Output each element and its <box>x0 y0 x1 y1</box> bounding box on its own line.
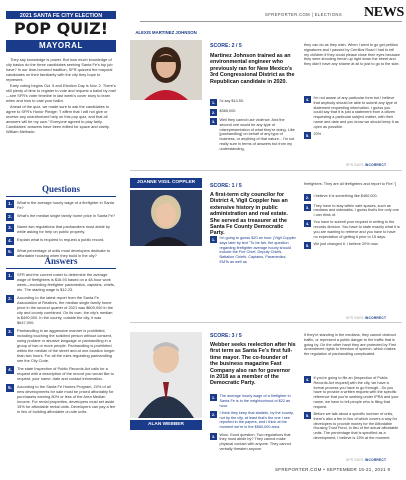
answer-number: 4. <box>305 377 310 382</box>
quiz-subtitle: MAYORAL <box>6 40 116 52</box>
answer-number: 1. <box>211 395 216 400</box>
candidate-answer <box>304 376 400 410</box>
candidate-answers <box>210 394 296 454</box>
rating-prefix: SFR SAYS <box>346 316 364 320</box>
candidate-name: ALAN WEBBER <box>130 420 202 430</box>
rating-value: INCORRECT <box>364 316 387 320</box>
question-text: What's the median single family home price in Santa Fe? <box>17 213 116 218</box>
answer-text: We just changed it. I believe 20% now. <box>313 242 379 247</box>
question-text: What is the average hourly wage of a firefighter in Santa Fe? <box>17 200 114 210</box>
rating-label <box>346 316 386 320</box>
answer-item <box>6 366 116 381</box>
answer-number: 1. <box>6 272 14 280</box>
candidate-answer <box>304 220 400 239</box>
answer-item <box>6 295 116 325</box>
candidate-answer <box>304 194 400 201</box>
rating-prefix: SFR SAYS <box>346 163 364 167</box>
answer-number: 3. <box>211 119 216 124</box>
rating-prefix: SFR SAYS <box>346 458 364 462</box>
answer-text: Well they cannot use violence. And the second one would be any type of misrepresentation of what they're doing. Like [panhandling] on behalf of any type of business, or anything of that nature... I'm not really sure in terms of answers but from my understanding, <box>219 118 295 151</box>
candidate-answer <box>210 411 296 430</box>
answer-number: 4. <box>305 221 310 227</box>
candidate-answers-continued <box>304 96 400 142</box>
question-item <box>6 224 116 234</box>
candidate-answers <box>210 236 296 267</box>
rating-value: INCORRECT <box>364 163 387 167</box>
answer-text: I'd say $14.50. <box>219 99 245 103</box>
election-banner: 2021 SANTA FE CITY ELECTION <box>6 11 116 22</box>
answer-item <box>6 272 116 292</box>
answer-number: 5. <box>305 243 310 249</box>
answer-text: According to the Santa Fe Homes Program, 20% of all new developments for sale must be priced affordably for purchasers earning 80% or less of the Area Median Income. For rental properties, developers must set aside 15% for affordable rental units. Developers can pay a fee in lieu of building affordable on-site units. <box>17 384 116 414</box>
answer-continuation: If they're standing in the medians, they cannot obstruct traffic, or represent a public danger to the traffic that is going by. On the other hand they are protected by First Amendment rights to freedom of speech, which makes the regulation of panhandling complicated. <box>304 333 396 357</box>
portrait-image <box>130 332 202 418</box>
rating-label <box>346 458 386 462</box>
candidate-answer <box>304 132 400 139</box>
answer-number: 3. <box>305 204 310 210</box>
answer-number: 2. <box>211 109 216 115</box>
question-item <box>6 237 116 245</box>
candidate-photo <box>130 190 202 246</box>
answer-number: 1. <box>211 237 216 242</box>
candidate-answer <box>210 109 296 116</box>
questions-heading: Questions <box>41 184 80 194</box>
candidate-score: SCORE: 3 / 5 <box>210 333 242 339</box>
answer-text: According to the latest report from the Santa Fe Association of Realtors, the median single family home price in the second quarter of 2021 was $600,000 in the city and county combined. On its own, the city's median is $490,000. In the county, outside the city, it was $647,000. <box>17 295 114 325</box>
portrait-image <box>130 190 202 246</box>
candidate-bio: A first-term city councilor for District 4, Vigil Coppler has an extensive history in public administration and real estate. She served as treasurer at the Santa Fe County Democratic Party. <box>210 192 288 237</box>
answer-text: $365,000. <box>219 108 237 113</box>
intro-paragraph: Ahead of the quiz, we made sure to ask the candidates to agree to SFR's Honor Pledge: "I affirm that I will not give or receive any unauthorized help on this pop quiz, and that all answers will be my own." Everyone agreed to play fairly. Candidates' answers have been edited for space and clarity. William Melhado <box>6 104 110 134</box>
questions-rule <box>6 196 116 197</box>
answer-number: 3. <box>211 433 216 439</box>
question-item <box>6 200 116 210</box>
answer-number: 4. <box>305 97 310 102</box>
answer-text: They have to stay within safe spaces, such as medians and sidewalks. I guess that's the only one I can think of. <box>313 203 399 218</box>
intro-paragraph: Early voting begins Oct. 5 and Election Day is Nov. 2. There's still plenty of time to register to vote and request a ballot by mail—see SFR's voter timeline in last week's cover story to learn when and how to cast your ballot. <box>6 83 116 103</box>
section-title: NEWS <box>364 5 405 20</box>
section-divider <box>130 170 402 171</box>
answers-heading: Answers <box>44 256 78 266</box>
candidate-answer <box>210 236 296 265</box>
answer-text: I believe it is something like $460,000. <box>313 194 378 198</box>
rating-value: INCORRECT <box>364 458 387 462</box>
answer-text: I think they keep that statistic, by the county, not by the city, at least that's the one I see reported in the papers, and I think at the moment we're in the $560,000 area. <box>219 410 294 430</box>
portrait-image <box>130 40 202 100</box>
answer-text: I'm going to guess $20 an hour. [Vigil Coppler says later by text "To be fair, the question regarding firefighter average hourly should include the Fire Chief, Deputy Chiefs, Battalion Chiefs, Captains, Paramedics, EMTs as well as <box>219 236 296 264</box>
candidate-answer <box>210 433 296 452</box>
candidate-name: JOANNE VIGIL COPPLER <box>130 178 202 188</box>
question-number: 5. <box>6 248 14 256</box>
answer-number: 1. <box>211 100 216 105</box>
answer-text: SFR and the current roster to determine the average wage of firefighters is $16.93 based on a 48-hour work week—excluding firefighter paramedics, captains, chiefs, etc. The starting wage is $12.23. <box>17 272 115 292</box>
candidate-bio: Webber seeks reelection after his first term as Santa Fe's first full-time mayor. The co-founder of the business magazine Fast Company also ran for governor in 2018 as a member of the Democratic Party. <box>210 342 296 387</box>
answers-list <box>6 272 116 417</box>
candidate-answers-continued <box>304 194 400 252</box>
answer-number: 2. <box>6 295 14 303</box>
question-number: 3. <box>6 224 14 232</box>
answer-text: Before we talk about a specific number of units, there's also a fee in lieu of which covers a way for developers to provide money for the Affordable Housing Trust Fund, in lieu of the actual affordable units. The percentage that is specified as a development, I believe is 15% at the moment. <box>313 412 399 441</box>
candidate-bio: Martinez Johnson trained as an environmental engineer who previously ran for New Mexico's 3rd Congressional District as the Republican candidate in 2020. <box>210 53 295 85</box>
answer-text: If you're going to file an [Inspection of Public Records Act request] with the city, we have a formal process you have to go through...So you have to provide a written request with the specific reference that you're seeking under IPRA and your name, we have to tell people who is filing that request. <box>313 376 399 409</box>
candidate-name: ALEXIS MARTINEZ JOHNSON <box>135 30 197 35</box>
section-divider <box>130 322 402 323</box>
candidate-answer <box>304 412 400 441</box>
candidate-score: SCORE: 1 / 5 <box>210 183 242 189</box>
answers-rule <box>6 268 116 269</box>
answer-text: You have to submit your request in writing to the records division. You have to state exactly what it is you are wanting to retrieve and you have to have no expectation of getting it prior to 15 days. <box>313 220 400 239</box>
answer-number: 5. <box>305 413 310 419</box>
candidate-photo <box>130 332 202 418</box>
answer-text: Wow. Good question. Two regulations that they must abide by? They cannot make physical contact with anyone. They cannot verbally threaten anyone. <box>219 432 291 451</box>
question-number: 2. <box>6 213 14 221</box>
candidate-answer <box>304 96 400 130</box>
answer-continuation: firefighters. They are all firefighters and report to Fire."] <box>304 182 397 186</box>
candidate-answer <box>304 204 400 218</box>
candidate-answer <box>304 242 400 249</box>
answer-text: The state Inspection of Public Records Act calls for a request with a description of the record you would like to request, your name, date and contact information. <box>17 366 114 381</box>
answer-number: 2. <box>305 195 310 200</box>
answer-text: Panhandling in an aggressive manner is prohibited, including touching the solicited person without consent, using profane or abusive language or panhandling in a group of two or more people. Panhandling is prohibited within the median of the street and at one location longer than two hours. For all the rules regulating panhandling see the City Code. <box>17 328 115 363</box>
rating-label <box>346 163 386 167</box>
answer-text: I'm not aware of any particular form but I believe that anybody should be able to submit any type of statement requesting information. I guess you could say that it is just a statement from a citizen requesting a particular subject matter, with their name and date and you know we should keep it as open as possible. <box>313 96 399 129</box>
site-label: SFREPORTER.COM | ELECTIONS <box>265 12 343 17</box>
answer-number: 5. <box>6 384 14 392</box>
candidate-photo <box>130 40 202 100</box>
candidate-answer <box>210 394 296 408</box>
answer-number: 3. <box>6 328 14 336</box>
intro-text <box>6 57 116 135</box>
header-rule <box>140 21 402 22</box>
question-text: Explain what is required to request a public record. <box>17 237 105 242</box>
answer-number: 2. <box>211 411 216 417</box>
candidate-answer <box>210 118 296 152</box>
answer-text: 20% <box>313 132 322 137</box>
answer-item <box>6 384 116 414</box>
quiz-title: POP QUIZ! <box>6 19 116 38</box>
answer-text: The average hourly wage of a firefighter in Santa Fe is in the neighborhood of $22 an hour. <box>219 394 291 408</box>
question-text: What percentage of units must developers dedicate to affordable housing when they build in the city? <box>17 248 110 258</box>
answer-item <box>6 328 116 363</box>
question-number: 4. <box>6 237 14 245</box>
answer-continuation: they can do as they wish. When I went to go get petition signatures and I passed by Cerrillos Road I had to tell my children if they could please close their eyes because they were shooting heroin up right down the street and they didn't have any shame at all to just to go to the side. <box>304 43 400 67</box>
questions-list <box>6 200 116 261</box>
quiz-sidebar <box>0 0 126 480</box>
intro-paragraph: They say knowledge is power. But how much knowledge of city basics do the three candidates seeking Santa Fe's top job have? In our time-honored tradition, SFR quizzed the mayoral candidates on their familiarity with the city they hope to represent. <box>6 57 113 82</box>
candidate-answer <box>210 99 296 106</box>
candidate-score: SCORE: 2 / 5 <box>210 43 242 49</box>
page-footer: SFREPORTER.COM • SEPTEMBER 15-21, 2021 9 <box>275 467 391 472</box>
question-text: Name two regulations that panhandlers must abide by while asking for help on public property. <box>17 224 110 234</box>
answer-number: 5. <box>305 133 310 139</box>
question-number: 1. <box>6 200 14 208</box>
candidate-answers-continued <box>304 376 400 443</box>
answer-number: 4. <box>6 366 14 374</box>
question-item <box>6 213 116 221</box>
candidate-answers <box>210 99 296 154</box>
